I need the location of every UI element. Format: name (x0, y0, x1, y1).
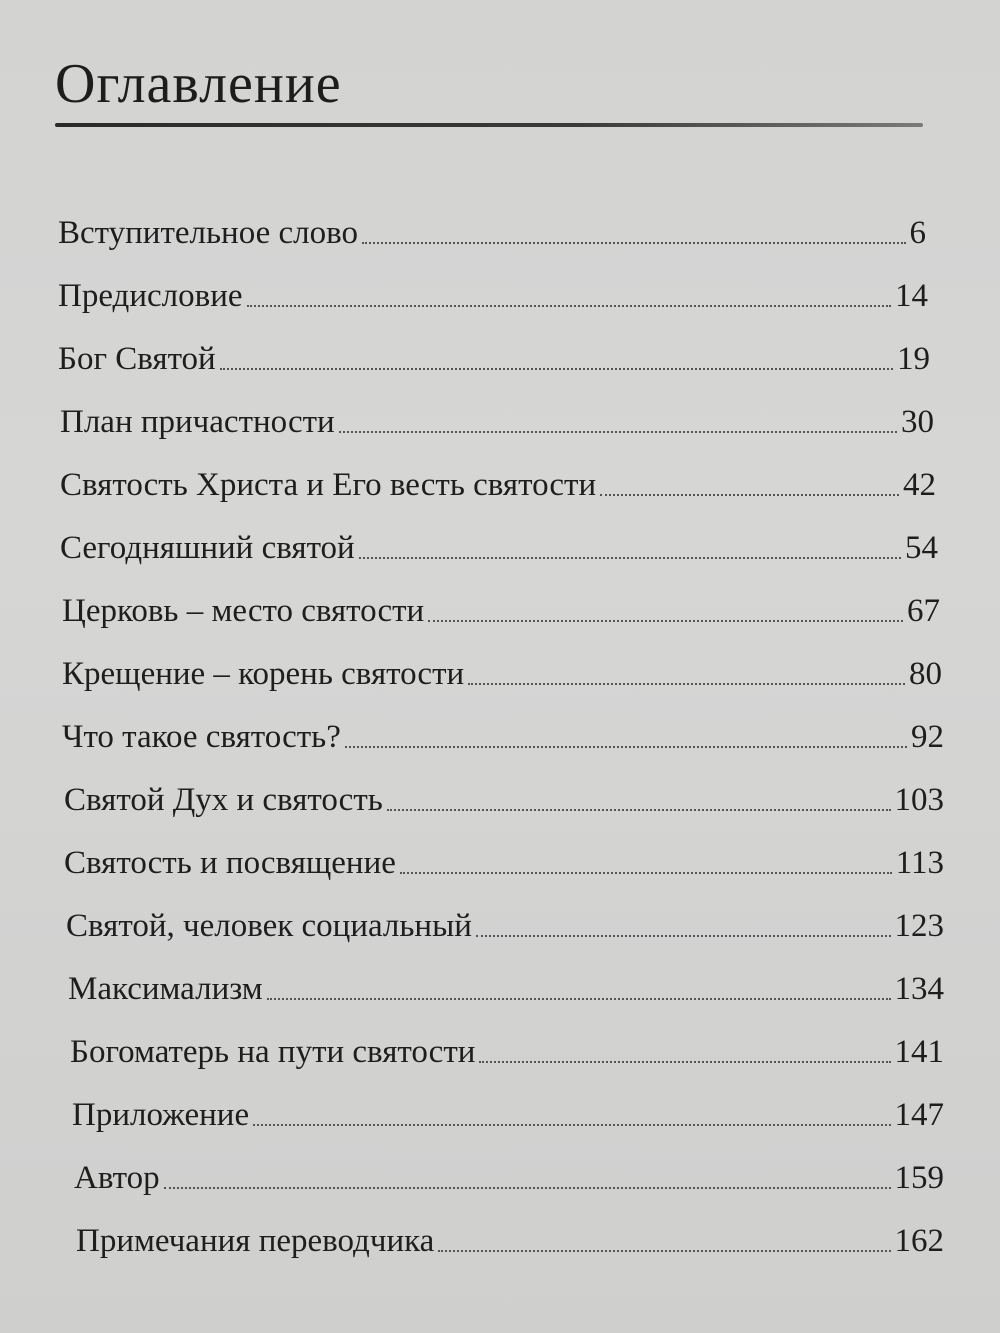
toc-entry-title: Вступительное слово (58, 215, 358, 251)
toc-entry-title: Святость и посвящение (64, 845, 396, 881)
toc-entry-title: Автор (74, 1160, 160, 1196)
toc-entry-title: Что такое святость? (62, 719, 341, 755)
toc-entry-title: Сегодняшний святой (60, 530, 355, 566)
dot-leader (339, 430, 897, 433)
toc-entry (64, 767, 944, 817)
toc-entry-page: 54 (905, 530, 938, 566)
toc-entry-page: 134 (894, 971, 944, 1007)
toc-entry (64, 830, 944, 880)
dot-leader (345, 745, 907, 748)
toc-entry-page: 30 (901, 404, 934, 440)
toc-entry-page: 92 (911, 719, 944, 755)
page-title: Оглавление (55, 53, 342, 115)
toc-entry (70, 1019, 944, 1069)
toc-entry (66, 893, 944, 943)
toc-entry-page: 6 (909, 215, 926, 251)
toc-entry-page: 14 (895, 278, 928, 314)
toc-entry-title: Бог Святой (58, 341, 216, 377)
toc-entry-page: 123 (894, 908, 944, 944)
toc-entry-title: Предисловие (58, 278, 243, 314)
toc-entry (68, 956, 944, 1006)
dot-leader (476, 934, 891, 937)
toc-entry-title: Богоматерь на пути святости (70, 1034, 476, 1070)
toc-entry (74, 1145, 944, 1195)
toc-entry-page: 113 (895, 845, 944, 881)
toc-entry (60, 389, 934, 439)
toc-entry (72, 1082, 944, 1132)
toc-entry (62, 704, 944, 754)
dot-leader (400, 871, 892, 874)
dot-leader (362, 241, 906, 244)
toc-entry-title: Церковь – место святости (62, 593, 425, 629)
dot-leader (247, 304, 892, 307)
toc-entry-title: Святой, человек социальный (66, 908, 472, 944)
dot-leader (220, 367, 893, 370)
toc-entry (60, 515, 938, 565)
toc-entry-title: Святость Христа и Его весть святости (60, 467, 597, 503)
toc-entry (58, 263, 928, 313)
dot-leader (600, 493, 899, 496)
toc-entry (76, 1208, 944, 1258)
toc-entry (60, 452, 936, 502)
dot-leader (267, 997, 891, 1000)
toc-entry-page: 159 (894, 1160, 944, 1196)
toc-entry-page: 67 (907, 593, 940, 629)
toc-entry (62, 578, 940, 628)
dot-leader (359, 556, 901, 559)
toc-entry-title: Приложение (72, 1097, 250, 1133)
dot-leader (468, 682, 905, 685)
dot-leader (164, 1186, 891, 1189)
toc-entry-page: 147 (894, 1097, 944, 1133)
toc-entry-page: 162 (894, 1223, 944, 1259)
toc-entry-page: 141 (894, 1034, 944, 1070)
dot-leader (438, 1249, 890, 1252)
toc-entry-title: Крещение – корень святости (62, 656, 465, 692)
toc-entry (58, 200, 926, 250)
dot-leader (253, 1123, 890, 1126)
toc-entry (58, 326, 930, 376)
dot-leader (428, 619, 903, 622)
toc-entry-title: Максимализм (68, 971, 263, 1007)
dot-leader (387, 808, 891, 811)
toc-entry-title: Примечания переводчика (76, 1223, 435, 1259)
toc-entry-page: 19 (897, 341, 930, 377)
toc-entry-title: Святой Дух и святость (64, 782, 383, 818)
toc-entry-title: План причастности (60, 404, 335, 440)
toc-entry (62, 641, 942, 691)
toc-entry-page: 103 (894, 782, 944, 818)
toc-entry-page: 42 (903, 467, 936, 503)
dot-leader (479, 1060, 890, 1063)
toc-entry-page: 80 (909, 656, 942, 692)
